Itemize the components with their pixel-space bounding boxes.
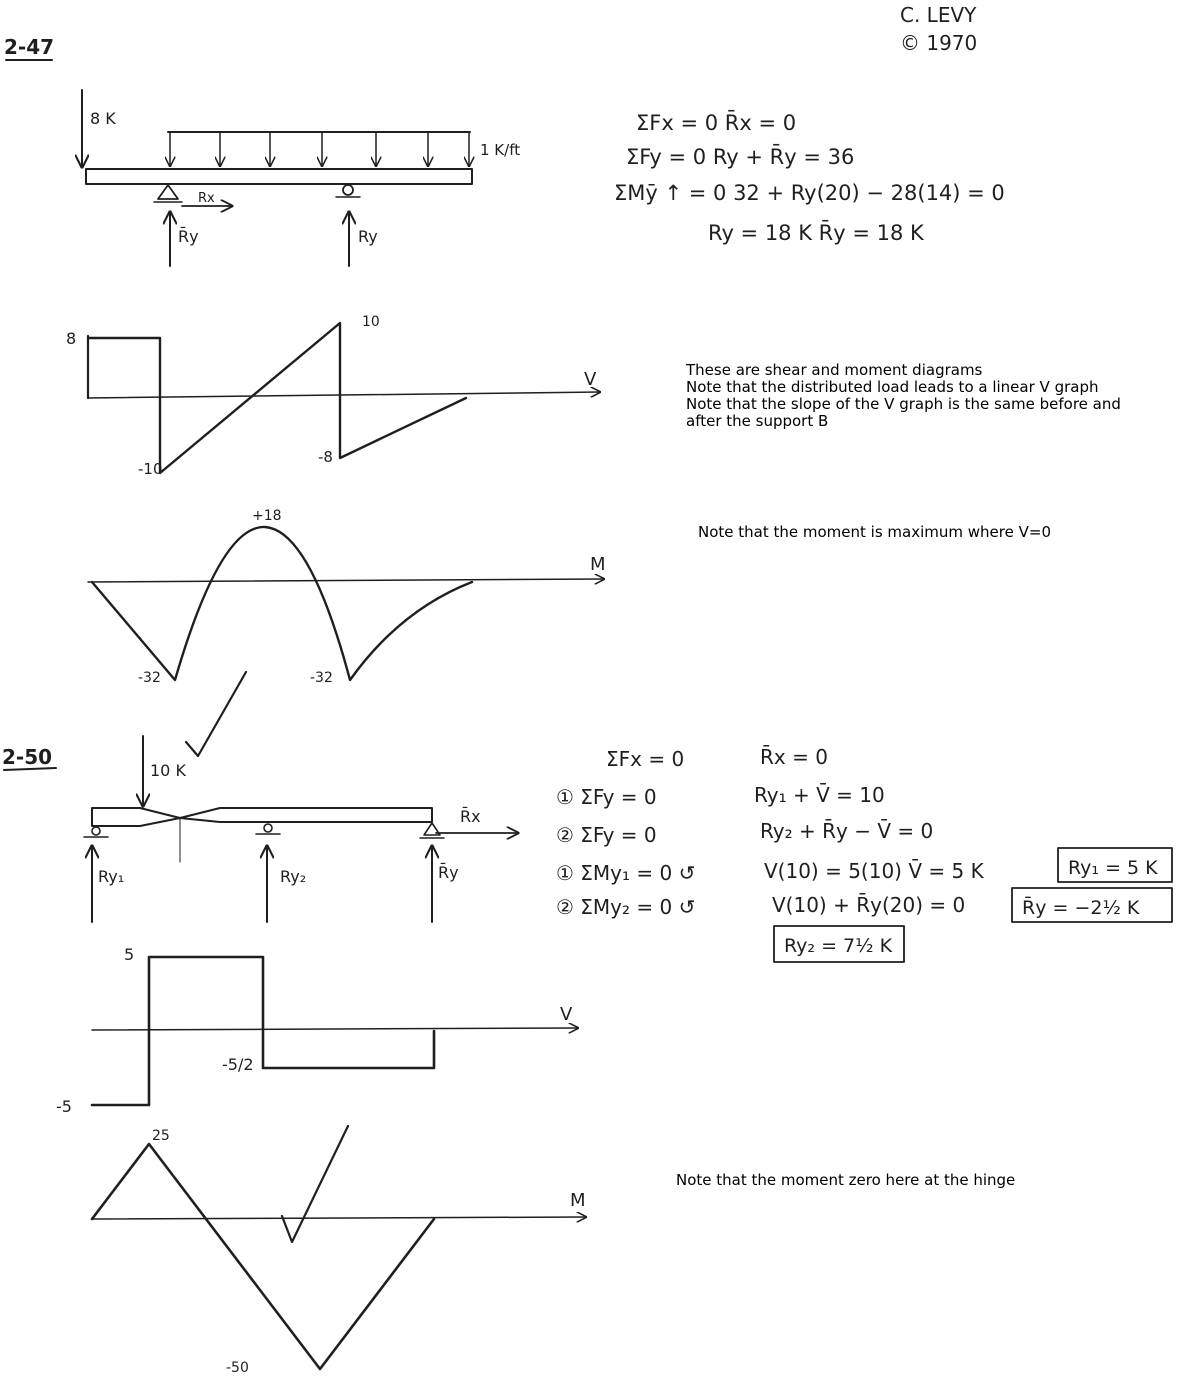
shear-axis-label: V [560, 1004, 573, 1025]
beam-2-50 [84, 736, 518, 922]
shear-label-5: 5 [124, 945, 135, 964]
note-shear-moment: These are shear and moment diagrams Note that the distributed load leads to a linear V graph Note that the slope of the V graph is the same before and after the support B [686, 361, 1121, 430]
equation-line: ΣFx = 0 R̄x = 0 [636, 111, 797, 135]
moment-label-25: 25 [152, 1128, 170, 1144]
shear-axis [92, 1028, 578, 1030]
moment-curve [92, 527, 472, 680]
point-load-label: 8 K [90, 109, 116, 128]
result-ry-bar: R̄y = −2½ K [1022, 897, 1140, 919]
equation-left: ① ΣFy = 0 [556, 785, 657, 809]
equation-right: R̄x = 0 [760, 745, 828, 769]
reaction-rx-label: Rx [198, 191, 215, 206]
equation-line: ΣFy = 0 Ry + R̄y = 36 [626, 145, 855, 169]
note-moment-max: Note that the moment is maximum where V=0 [698, 523, 1051, 541]
moment-curve [92, 1144, 434, 1369]
moment-diagram-2-47 [88, 508, 606, 686]
reaction-ry-label: Ry [358, 227, 378, 246]
shear-curve [92, 957, 434, 1105]
equation-left: ② ΣFy = 0 [556, 823, 657, 847]
equation-right: Ry₁ + V̄ = 10 [754, 783, 885, 807]
moment-label-neg50: -50 [226, 1360, 249, 1376]
equation-right: V(10) = 5(10) V̄ = 5 K [764, 859, 984, 883]
moment-label-18: +18 [252, 508, 282, 524]
problem-label-2-50: 2-50 [2, 745, 53, 769]
copyright-year: © 1970 [900, 31, 978, 55]
distributed-load [168, 132, 470, 166]
point-load-label: 10 K [150, 761, 186, 780]
equation-right: V(10) + R̄y(20) = 0 [772, 893, 966, 917]
equations-2-47 [614, 110, 1005, 245]
moment-diagram-2-50 [92, 1126, 586, 1376]
shear-diagram-2-47 [66, 314, 600, 478]
shear-label-10: 10 [362, 314, 380, 330]
shear-diagram-2-50 [56, 945, 578, 1116]
equation-line: ΣMȳ ↑ = 0 32 + Ry(20) − 28(14) = 0 [614, 181, 1005, 205]
reaction-ry-bar-label: R̄y [438, 863, 459, 882]
roller-support [343, 185, 353, 195]
check-mark-icon [282, 1126, 348, 1242]
equation-left: ① ΣMy₁ = 0 ↺ [556, 861, 696, 885]
reaction-ry2-label: Ry₂ [280, 867, 307, 886]
moment-label-neg32-left: -32 [138, 670, 161, 686]
shear-label-neg8: -8 [318, 448, 333, 466]
author-name: C. LEVY [900, 3, 977, 27]
problem-label-2-47: 2-47 [4, 35, 55, 59]
roller-support [92, 827, 100, 835]
result-ry2: Ry₂ = 7½ K [784, 935, 893, 957]
distributed-load-label: 1 K/ft [480, 141, 521, 159]
equation-left: ② ΣMy₂ = 0 ↺ [556, 895, 696, 919]
shear-label-neg5: -5 [56, 1097, 72, 1116]
hinged-beam [92, 808, 432, 826]
shear-axis [88, 392, 600, 398]
roller-support [264, 824, 272, 832]
equation-line: Ry = 18 K R̄y = 18 K [708, 221, 924, 245]
equations-2-50 [556, 744, 1172, 962]
moment-axis [88, 579, 604, 582]
reaction-ry-bar-label: R̄y [178, 227, 199, 246]
shear-axis-label: V [584, 369, 597, 390]
equation-left: ΣFx = 0 [606, 747, 685, 771]
moment-axis-label: M [590, 554, 606, 575]
result-ry1: Ry₁ = 5 K [1068, 857, 1158, 879]
beam-2-47 [82, 90, 520, 266]
reaction-rx-bar-label: R̄x [460, 807, 481, 826]
note-hinge-moment: Note that the moment zero here at the hinge [676, 1171, 1016, 1189]
shear-label-neg2-5: -5/2 [222, 1055, 254, 1074]
shear-label-neg10: -10 [138, 460, 163, 478]
check-mark-icon [186, 672, 246, 756]
moment-axis-label: M [570, 1190, 586, 1211]
moment-label-neg32-right: -32 [310, 670, 333, 686]
shear-label-8: 8 [66, 329, 77, 348]
reaction-ry1-label: Ry₁ [98, 867, 125, 886]
pin-support [158, 185, 178, 199]
moment-axis [92, 1217, 586, 1219]
equation-right: Ry₂ + R̄y − V̄ = 0 [760, 819, 934, 843]
